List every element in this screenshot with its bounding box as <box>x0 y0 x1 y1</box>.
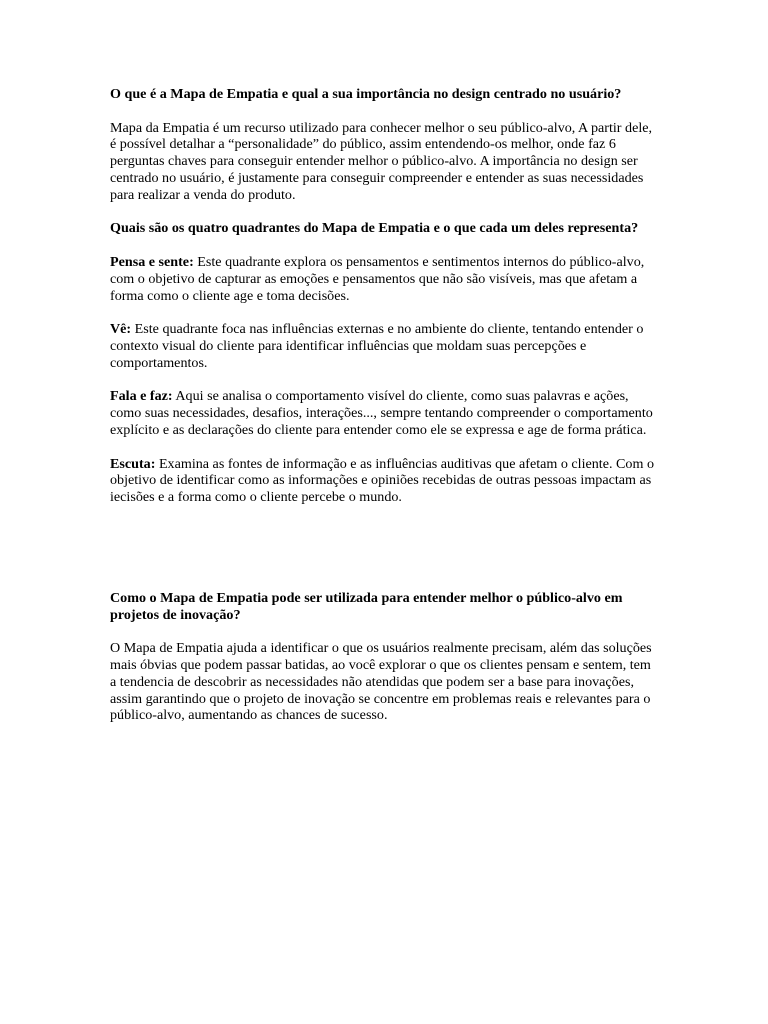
quadrant-description: Aqui se analisa o comportamento visível do cliente, como suas palavras e ações, como suas necessidades, desafios, interações..., sempre tentando compreender o comportamento explícito e as declarações do cliente para entender como ele se expressa e age de forma prática. <box>110 388 653 438</box>
quadrant-description: Este quadrante explora os pensamentos e sentimentos internos do público-alvo, com o objetivo de capturar as emoções e pensamentos que não são visíveis, mas que afetam a forma como o cliente age e toma decisões. <box>110 253 645 304</box>
quadrant-escuta <box>110 456 658 506</box>
quadrant-description: Este quadrante foca nas influências externas e no ambiente do cliente, tentando entender o contexto visual do cliente para identificar influências que moldam suas percepções e comportamentos. <box>110 321 644 371</box>
quadrant-term: Pensa e sente: <box>110 253 194 270</box>
question-3-answer: O Mapa de Empatia ajuda a identificar o que os usuários realmente precisam, além das soluções mais óbvias que podem passar batidas, ao você explorar o que os clientes pensam e sentem, tem a tendencia de descobrir as necessidades não atendidas que podem ser a base para inovações, assim garantindo que o projeto de inovação se concentre em problemas reais e relevantes para o público-alvo, aumentando as chances de sucesso. <box>110 640 652 724</box>
quadrant-term: Vê: <box>110 321 132 338</box>
question-1-heading: O que é a Mapa de Empatia e qual a sua importância no design centrado no usuário? <box>110 86 622 102</box>
question-1-answer: Mapa da Empatia é um recurso utilizado para conhecer melhor o seu público-alvo, A partir dele, é possível detalhar a “personalidade” do público, assim entendendo-os melhor, onde faz 6 perguntas chaves para conseguir entender melhor o público-alvo. A importância no design ser centrado no usuário, é justamente para conseguir compreender e entender as suas necessidades para realizar a venda do produto. <box>110 119 653 203</box>
quadrant-pensa-e-sente <box>110 254 658 304</box>
quadrant-fala-e-faz <box>110 388 658 438</box>
quadrant-term: Fala e faz: <box>110 388 173 405</box>
document-page <box>110 86 658 741</box>
question-2-heading: Quais são os quatro quadrantes do Mapa de Empatia e o que cada um deles representa? <box>110 220 639 237</box>
blank-space <box>110 523 658 590</box>
quadrant-term: Escuta: <box>110 455 156 472</box>
quadrant-ve <box>110 321 658 371</box>
question-3-heading: Como o Mapa de Empatia pode ser utilizada para entender melhor o público-alvo em projetos de inovação? <box>110 589 623 623</box>
quadrant-description: Examina as fontes de informação e as influências auditivas que afetam o cliente. Com o objetivo de identificar como as informações e opiniões recebidas de outras pessoas impactam as iecisões e a forma como o cliente percebe o mundo. <box>110 455 655 506</box>
